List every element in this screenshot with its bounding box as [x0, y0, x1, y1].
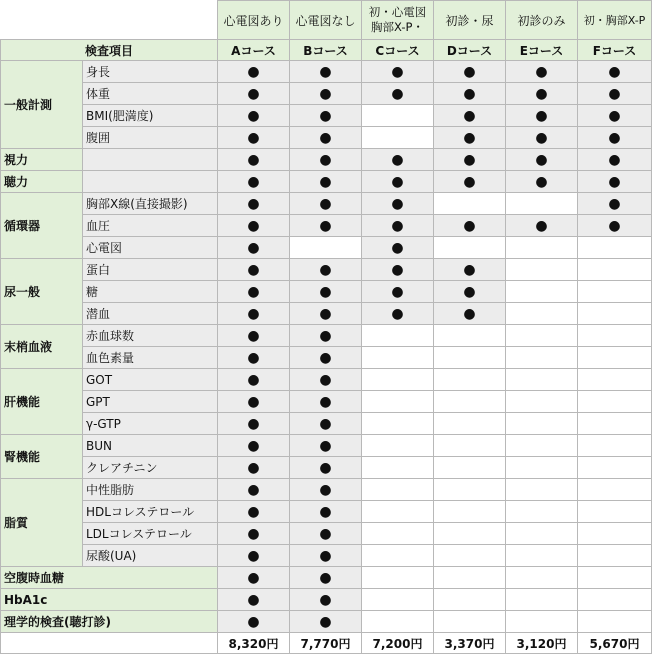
included-mark: ●	[218, 83, 290, 105]
exam-item-label: LDLコレステロール	[83, 523, 218, 545]
included-mark: ●	[290, 523, 362, 545]
empty-cell	[578, 545, 652, 567]
included-mark: ●	[434, 83, 506, 105]
included-mark: ●	[506, 149, 578, 171]
empty-cell	[578, 303, 652, 325]
empty-cell	[578, 259, 652, 281]
course-price: 3,120円	[506, 633, 578, 654]
empty-cell	[506, 479, 578, 501]
included-mark: ●	[578, 61, 652, 83]
table-row	[1, 259, 652, 281]
included-mark: ●	[290, 347, 362, 369]
included-mark: ●	[218, 523, 290, 545]
included-mark: ●	[290, 391, 362, 413]
table-row	[1, 523, 652, 545]
empty-cell	[362, 589, 434, 611]
included-mark: ●	[362, 281, 434, 303]
empty-cell	[434, 523, 506, 545]
included-mark: ●	[506, 61, 578, 83]
empty-cell	[506, 567, 578, 589]
included-mark: ●	[290, 369, 362, 391]
course-f-description: 初・胸部X-P	[578, 1, 652, 40]
included-mark: ●	[218, 127, 290, 149]
included-mark: ●	[218, 171, 290, 193]
course-e-description: 初診のみ	[506, 1, 578, 40]
exam-item-label: γ-GTP	[83, 413, 218, 435]
course-a-description: 心電図あり	[218, 1, 290, 40]
table-row	[1, 171, 652, 193]
included-mark: ●	[290, 281, 362, 303]
empty-cell	[290, 237, 362, 259]
empty-cell	[578, 523, 652, 545]
included-mark: ●	[362, 149, 434, 171]
exam-item-label: 赤血球数	[83, 325, 218, 347]
empty-cell	[578, 369, 652, 391]
empty-cell	[362, 325, 434, 347]
table-row	[1, 369, 652, 391]
included-mark: ●	[218, 457, 290, 479]
exam-item-label: 蛋白	[83, 259, 218, 281]
included-mark: ●	[362, 259, 434, 281]
included-mark: ●	[218, 545, 290, 567]
empty-cell	[434, 193, 506, 215]
included-mark: ●	[290, 215, 362, 237]
empty-cell	[578, 435, 652, 457]
included-mark: ●	[290, 325, 362, 347]
included-mark: ●	[362, 215, 434, 237]
course-price: 8,320円	[218, 633, 290, 654]
empty-cell	[362, 369, 434, 391]
included-mark: ●	[362, 61, 434, 83]
included-mark: ●	[434, 61, 506, 83]
included-mark: ●	[218, 479, 290, 501]
table-row	[1, 149, 652, 171]
empty-cell	[362, 567, 434, 589]
included-mark: ●	[506, 127, 578, 149]
included-mark: ●	[434, 105, 506, 127]
empty-cell	[578, 567, 652, 589]
included-mark: ●	[218, 369, 290, 391]
table-row	[1, 83, 652, 105]
included-mark: ●	[578, 127, 652, 149]
included-mark: ●	[218, 303, 290, 325]
empty-cell	[506, 347, 578, 369]
empty-cell	[434, 391, 506, 413]
included-mark: ●	[506, 105, 578, 127]
exam-item-header: 検査項目	[1, 40, 218, 61]
table-row	[1, 325, 652, 347]
empty-cell	[506, 281, 578, 303]
empty-cell	[578, 325, 652, 347]
empty-cell	[362, 501, 434, 523]
category-label: 空腹時血糖	[1, 567, 218, 589]
included-mark: ●	[218, 215, 290, 237]
included-mark: ●	[362, 83, 434, 105]
empty-cell	[506, 259, 578, 281]
included-mark: ●	[506, 83, 578, 105]
exam-item-label: GOT	[83, 369, 218, 391]
category-label: 末梢血液	[1, 325, 83, 369]
exam-item-label: 潜血	[83, 303, 218, 325]
empty-cell	[506, 413, 578, 435]
table-row	[1, 413, 652, 435]
included-mark: ●	[290, 105, 362, 127]
empty-cell	[578, 589, 652, 611]
table-row	[1, 589, 652, 611]
empty-cell	[578, 391, 652, 413]
included-mark: ●	[290, 303, 362, 325]
exam-item-label: 体重	[83, 83, 218, 105]
exam-item-label: 血色素量	[83, 347, 218, 369]
included-mark: ●	[578, 83, 652, 105]
exam-item-label: BUN	[83, 435, 218, 457]
empty-cell	[362, 523, 434, 545]
empty-cell	[506, 589, 578, 611]
table-row	[1, 105, 652, 127]
empty-cell	[362, 391, 434, 413]
included-mark: ●	[434, 259, 506, 281]
category-label: 聴力	[1, 171, 83, 193]
table-row	[1, 127, 652, 149]
included-mark: ●	[218, 501, 290, 523]
category-label: 理学的検査(聴打診)	[1, 611, 218, 633]
empty-cell	[506, 457, 578, 479]
table-row	[1, 545, 652, 567]
included-mark: ●	[290, 171, 362, 193]
empty-cell	[434, 589, 506, 611]
price-label-cell	[1, 633, 218, 654]
table-body	[1, 1, 652, 654]
course-price: 7,200円	[362, 633, 434, 654]
empty-cell	[434, 567, 506, 589]
table-row	[1, 501, 652, 523]
empty-cell	[506, 391, 578, 413]
included-mark: ●	[290, 589, 362, 611]
included-mark: ●	[434, 149, 506, 171]
included-mark: ●	[218, 391, 290, 413]
empty-cell	[506, 325, 578, 347]
included-mark: ●	[218, 149, 290, 171]
exam-item-label: 腹囲	[83, 127, 218, 149]
empty-item-cell	[83, 149, 218, 171]
course-d-description: 初診・尿	[434, 1, 506, 40]
table-row	[1, 479, 652, 501]
empty-cell	[578, 347, 652, 369]
exam-item-label: 糖	[83, 281, 218, 303]
included-mark: ●	[218, 237, 290, 259]
empty-cell	[506, 435, 578, 457]
category-label: 肝機能	[1, 369, 83, 435]
empty-cell	[578, 413, 652, 435]
table-row	[1, 567, 652, 589]
empty-cell	[362, 435, 434, 457]
empty-cell	[506, 369, 578, 391]
empty-cell	[434, 435, 506, 457]
exam-item-label: クレアチニン	[83, 457, 218, 479]
empty-cell	[506, 611, 578, 633]
included-mark: ●	[290, 193, 362, 215]
table-row	[1, 237, 652, 259]
empty-cell	[578, 611, 652, 633]
course-a-header: Aコース	[218, 40, 290, 61]
included-mark: ●	[218, 435, 290, 457]
empty-cell	[506, 237, 578, 259]
included-mark: ●	[218, 413, 290, 435]
table-row	[1, 61, 652, 83]
exam-item-label: 胸部X線(直接撮影)	[83, 193, 218, 215]
empty-cell	[434, 457, 506, 479]
exam-item-label: 尿酸(UA)	[83, 545, 218, 567]
included-mark: ●	[578, 171, 652, 193]
exam-item-label: 血圧	[83, 215, 218, 237]
table-row	[1, 391, 652, 413]
course-e-header: Eコース	[506, 40, 578, 61]
empty-cell	[434, 369, 506, 391]
included-mark: ●	[290, 457, 362, 479]
included-mark: ●	[218, 611, 290, 633]
empty-cell	[362, 347, 434, 369]
included-mark: ●	[290, 567, 362, 589]
empty-cell	[434, 347, 506, 369]
course-c-description: 初・心電図 胸部X-P・	[362, 1, 434, 40]
category-label: 脂質	[1, 479, 83, 567]
included-mark: ●	[578, 105, 652, 127]
included-mark: ●	[506, 171, 578, 193]
included-mark: ●	[218, 193, 290, 215]
category-label: 腎機能	[1, 435, 83, 479]
included-mark: ●	[434, 281, 506, 303]
empty-cell	[434, 325, 506, 347]
course-price: 3,370円	[434, 633, 506, 654]
exam-item-label: 身長	[83, 61, 218, 83]
included-mark: ●	[290, 479, 362, 501]
included-mark: ●	[218, 347, 290, 369]
empty-cell	[578, 237, 652, 259]
empty-cell	[578, 457, 652, 479]
included-mark: ●	[506, 215, 578, 237]
category-label: 一般計測	[1, 61, 83, 149]
exam-item-label: 中性脂肪	[83, 479, 218, 501]
included-mark: ●	[362, 303, 434, 325]
course-d-header: Dコース	[434, 40, 506, 61]
empty-cell	[506, 523, 578, 545]
empty-cell	[362, 413, 434, 435]
included-mark: ●	[434, 127, 506, 149]
included-mark: ●	[218, 281, 290, 303]
empty-cell	[362, 611, 434, 633]
empty-cell	[506, 501, 578, 523]
course-c-header: Cコース	[362, 40, 434, 61]
course-f-header: Fコース	[578, 40, 652, 61]
empty-cell	[434, 501, 506, 523]
included-mark: ●	[218, 325, 290, 347]
empty-item-cell	[83, 171, 218, 193]
course-b-description: 心電図なし	[290, 1, 362, 40]
empty-cell	[362, 127, 434, 149]
empty-cell	[434, 479, 506, 501]
table-row	[1, 435, 652, 457]
included-mark: ●	[218, 105, 290, 127]
exam-item-label: HDLコレステロール	[83, 501, 218, 523]
included-mark: ●	[290, 435, 362, 457]
category-label: 循環器	[1, 193, 83, 259]
table-row	[1, 303, 652, 325]
empty-cell	[362, 479, 434, 501]
empty-cell	[578, 479, 652, 501]
included-mark: ●	[290, 149, 362, 171]
column-header-row	[1, 40, 652, 61]
included-mark: ●	[290, 545, 362, 567]
course-description-row	[1, 1, 652, 40]
included-mark: ●	[290, 83, 362, 105]
included-mark: ●	[362, 193, 434, 215]
empty-cell	[434, 611, 506, 633]
included-mark: ●	[218, 567, 290, 589]
empty-cell	[506, 303, 578, 325]
included-mark: ●	[362, 171, 434, 193]
empty-cell	[578, 501, 652, 523]
included-mark: ●	[578, 215, 652, 237]
course-b-header: Bコース	[290, 40, 362, 61]
included-mark: ●	[290, 611, 362, 633]
included-mark: ●	[290, 259, 362, 281]
table-row	[1, 281, 652, 303]
table-row	[1, 611, 652, 633]
course-price: 7,770円	[290, 633, 362, 654]
included-mark: ●	[578, 193, 652, 215]
category-label: 尿一般	[1, 259, 83, 325]
included-mark: ●	[290, 61, 362, 83]
empty-cell	[434, 545, 506, 567]
empty-cell	[362, 105, 434, 127]
included-mark: ●	[434, 303, 506, 325]
course-price: 5,670円	[578, 633, 652, 654]
empty-cell	[506, 193, 578, 215]
table-row	[1, 215, 652, 237]
table-row	[1, 457, 652, 479]
category-label: 視力	[1, 149, 83, 171]
included-mark: ●	[290, 127, 362, 149]
exam-item-label: GPT	[83, 391, 218, 413]
included-mark: ●	[290, 501, 362, 523]
included-mark: ●	[578, 149, 652, 171]
empty-cell	[362, 545, 434, 567]
table-row	[1, 193, 652, 215]
included-mark: ●	[290, 413, 362, 435]
empty-cell	[362, 457, 434, 479]
included-mark: ●	[218, 259, 290, 281]
included-mark: ●	[362, 237, 434, 259]
exam-item-label: BMI(肥満度)	[83, 105, 218, 127]
empty-cell	[578, 281, 652, 303]
empty-cell	[434, 413, 506, 435]
empty-cell	[506, 545, 578, 567]
empty-cell	[434, 237, 506, 259]
price-row	[1, 633, 652, 654]
included-mark: ●	[218, 589, 290, 611]
exam-item-label: 心電図	[83, 237, 218, 259]
category-label: HbA1c	[1, 589, 218, 611]
included-mark: ●	[434, 171, 506, 193]
table-row	[1, 347, 652, 369]
blank-corner-cell	[1, 1, 218, 40]
included-mark: ●	[218, 61, 290, 83]
included-mark: ●	[434, 215, 506, 237]
